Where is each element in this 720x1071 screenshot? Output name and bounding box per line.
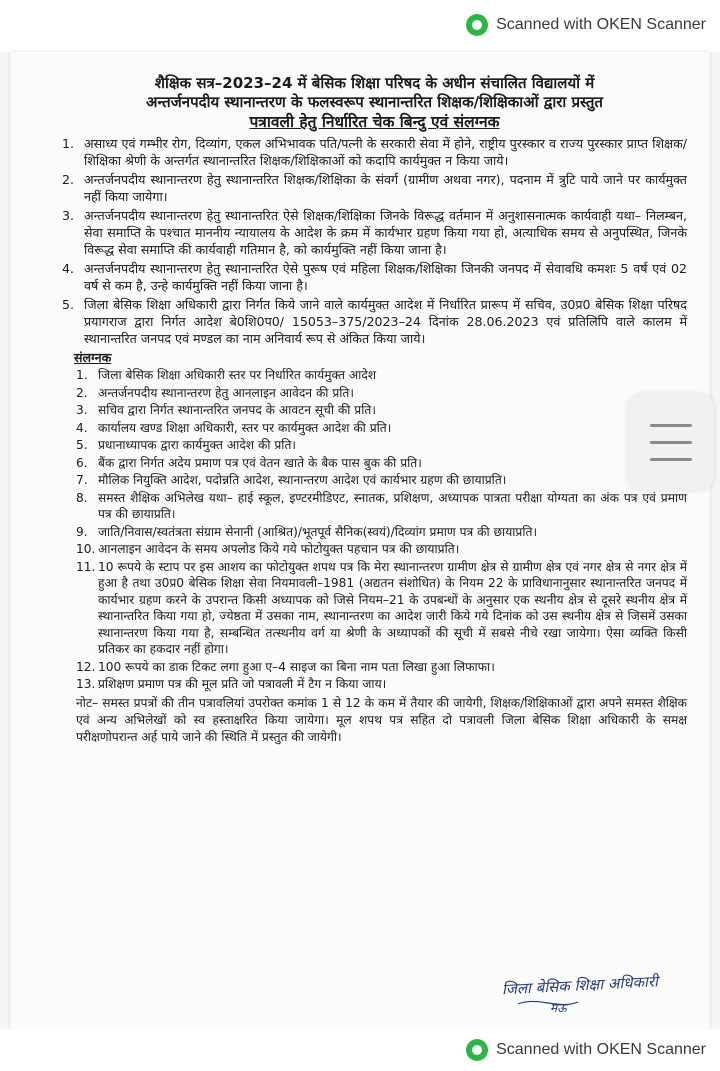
scanner-badge-top xyxy=(466,14,706,36)
signature-stroke xyxy=(518,1001,578,1004)
heading-line-3: पत्रावली हेतु निर्धारित चेक बिन्दु एवं संलग्नक xyxy=(249,113,500,131)
hamburger-menu-icon xyxy=(650,424,692,427)
checkpoint-item: 2. अन्तर्जनपदीय स्थानान्तरण हेतु स्थानान्तरित शिक्षक/शिक्षिका के संवर्ग (ग्रामीण अथवा नगर), पदनाम में त्रुटि पाये जाने पर कार्यमुक्त नहीं किया जायेगा। xyxy=(62,172,687,204)
scanner-top-bar xyxy=(0,0,720,52)
scanner-badge-bottom xyxy=(466,1039,706,1061)
scanner-label-bottom: Scanned with OKEN Scanner xyxy=(496,1041,706,1058)
attachments-title: संलग्नक xyxy=(74,350,112,365)
checkpoints-list xyxy=(62,135,687,347)
attachment-item: 2. अन्तर्जनपदीय स्थानान्तरण हेतु आनलाइन आवेदन की प्रति। xyxy=(76,385,354,400)
attachment-item: 3. सचिव द्वारा निर्गत स्थानान्तरित जनपद के आवटन सूची की प्रति। xyxy=(76,403,376,417)
attachment-item: 8. समस्त शैक्षिक अभिलेख यथा– हाई स्कूल, इण्टरमीडिएट, स्नातक, प्रशिक्षण, अध्यापक पात्रता परीक्षा योग्यता का अंक पत्र एवं प्रमाण पत्र की छायाप्रति। xyxy=(76,490,687,521)
handwritten-signature xyxy=(498,966,688,1022)
attachment-item: 11. 10 रूपये के स्टाप पर इस आशय का फोटोयुक्त शपथ पत्र कि मेरा स्थानान्तरण ग्रामीण क्षेत्र से ग्रामीण क्षेत्र एवं नगर क्षेत्र से नगर क्षेत्र में हुआ है तथा उ0प्र0 बेसिक शिक्षा सेवा नियमावली–1981 (अद्यतन संशोधित) के नियम 22 के प्राविधानानुसार स्थानान्तरित जनपद में कार्यभार ग्रहण करने के उपरान्त किसी अध्यापक को जिसे नियम–21 के उपबन्धों के अनुसार एक स्थनीय क्षेत्र से दूसरे स्थनीय क्षेत्र में स्थानान्तरित किया गया हो, ज्येष्ठता में उसका नाम, स्थानान्तरण का आदेश जारी किये गये दिनांक को उस स्थनीय क्षेत्र से जिसमें उसका स्थानान्तरण किया गया है, सम्बन्धित तत्स्थनीय वर्ग या श्रेणी के अध्यापकों की सूची में सबसे नीचे रखा जायेगा। ऐसा व्यक्ति किसी प्रतिकर का हकदार नहीं होगा। xyxy=(76,559,687,656)
hamburger-menu-icon xyxy=(650,441,692,444)
oken-logo-icon xyxy=(466,14,488,36)
attachment-item: 5. प्रधानाध्यापक द्वारा कार्यमुक्त आदेश की प्रति। xyxy=(76,438,297,452)
floating-menu-button[interactable] xyxy=(628,394,714,490)
checkpoint-item: 5. जिला बेसिक शिक्षा अधिकारी द्वारा निर्गत किये जाने वाले कार्यमुक्त आदेश में निर्धारित प्रारूप में सचिव, उ0प्र0 बेसिक शिक्षा परिषद प्रयागराज द्वारा निर्गत आदेश बे0शि0प0/ 15053–375/2023–24 दिनांक 28.06.2023 एवं प्रतिलिपि वाले कालम में स्थानान्तरित जनपद एवं मण्डल का नाम अनिवार्य रूप से अंकित किया जाये। xyxy=(62,297,687,346)
attachment-item: 7. मौलिक नियुक्ति आदेश, पदोन्नति आदेश, स्थानान्तरण आदेश एवं कार्यभार ग्रहण की छायाप्रति। xyxy=(76,473,507,487)
checkpoint-item: 3. अन्तर्जनपदीय स्थानान्तरण हेतु स्थानान्तरित ऐसे शिक्षक/शिक्षिका जिनके विरूद्ध वर्तमान में अनुशासनात्मक कार्यवाही यथा– निलम्बन, सेवा समाप्ति के पश्चात माननीय न्यायालय के आदेश के क्रम में कार्यभार ग्रहण किया गया हो, अत्याधिक समय से अनुपस्थित, जिनके विरूद्ध सेवा समाप्ति की कार्यवाही गतिमान है, को कार्यमुक्ति नहीं किया जाना है। xyxy=(62,208,687,257)
attachment-item: 12. 100 रूपये का डाक टिकट लगा हुआ ए–4 साइज का बिना नाम पता लिखा हुआ लिफाफा। xyxy=(76,659,495,674)
checkpoint-item: 4. अन्तर्जनपदीय स्थानान्तरण हेतु स्थानान्तरित ऐसे पुरूष एवं महिला शिक्षक/शिक्षिका जिनकी जनपद में सेवावधि कमशः 5 वर्ष एवं 02 वर्ष से कम है, उन्हे कार्यमुक्ति नहीं किया जाना है। xyxy=(62,261,687,293)
attachment-item: 13. प्रशिक्षण प्रमाण पत्र की मूल प्रति जो पत्रावली में टैग न किया जाय। xyxy=(76,677,387,691)
note-paragraph: नोट– समस्त प्रपत्रों की तीन पत्रावलियां उपरोक्त कमांक 1 से 12 के कम में तैयार की जायेगी, शिक्षक/शिक्षिकाओं द्वारा अपने समस्त शैक्षिक एवं अन्य अभिलेखों को स्व हस्ताक्षरित किया जायेगा। मूल शपथ पत्र सहित दो पत्रावली जिला बेसिक शिक्षा अधिकारी के समक्ष परीक्षणोपरान्त अर्ह पाये जाने की स्थिति में प्रस्तुत की जायेगी। xyxy=(76,695,687,744)
scanner-label-top: Scanned with OKEN Scanner xyxy=(496,16,706,33)
signature-line-1: जिला बेसिक शिक्षा अधिकारी xyxy=(501,972,659,999)
scanner-bottom-bar xyxy=(0,1029,720,1071)
document-body xyxy=(62,74,687,746)
attachment-item: 6. बैंक द्वारा निर्गत अदेय प्रमाण पत्र एवं वेतन खाते के बैक पास बुक की प्रति। xyxy=(76,455,422,470)
attachment-item: 4. कार्यालय खण्ड शिक्षा अधिकारी, स्तर पर कार्यमुक्त आदेश की प्रति। xyxy=(76,420,392,435)
oken-logo-icon xyxy=(466,1039,488,1061)
hamburger-menu-icon xyxy=(650,458,692,461)
attachment-item: 9. जाति/निवास/स्वतंत्रता संग्राम सेनानी (आश्रित)/भूतपूर्व सैनिक(स्वयं)/दिव्यांग प्रमाण पत्र की छायाप्रति। xyxy=(76,524,538,539)
heading-line-2: अन्तर्जनपदीय स्थानान्तरण के फलस्वरूप स्थानान्तरित शिक्षक/शिक्षिकाओं द्वारा प्रस्तुत xyxy=(146,93,603,111)
checkpoint-item: 1. असाध्य एवं गम्भीर रोग, दिव्यांग, एकल अभिभावक पति/पत्नी के सरकारी सेवा में होने, राष्ट्रीय पुरस्कार व राज्य पुरस्कार प्राप्त शिक्षक/शिक्षिका श्रेणी के अन्तर्गत स्थानान्तरित शिक्षक/शिक्षिकाओं को कदापि कार्यमुक्त न किया जाये। xyxy=(62,136,687,168)
signature-line-2: मऊ xyxy=(550,1001,567,1015)
heading-line-1: शैक्षिक सत्र–2023–24 में बेसिक शिक्षा परिषद के अधीन संचालित विद्यालयों में xyxy=(154,74,595,92)
attachments-list xyxy=(62,367,687,693)
attachment-item: 10. आनलाइन आवेदन के समय अपलोड किये गये फोटोयुक्त पहचान पत्र की छायाप्रति। xyxy=(76,542,460,556)
attachment-item: 1. जिला बेसिक शिक्षा अधिकारी स्तर पर निर्धारित कार्यमुक्त आदेश xyxy=(76,368,377,382)
